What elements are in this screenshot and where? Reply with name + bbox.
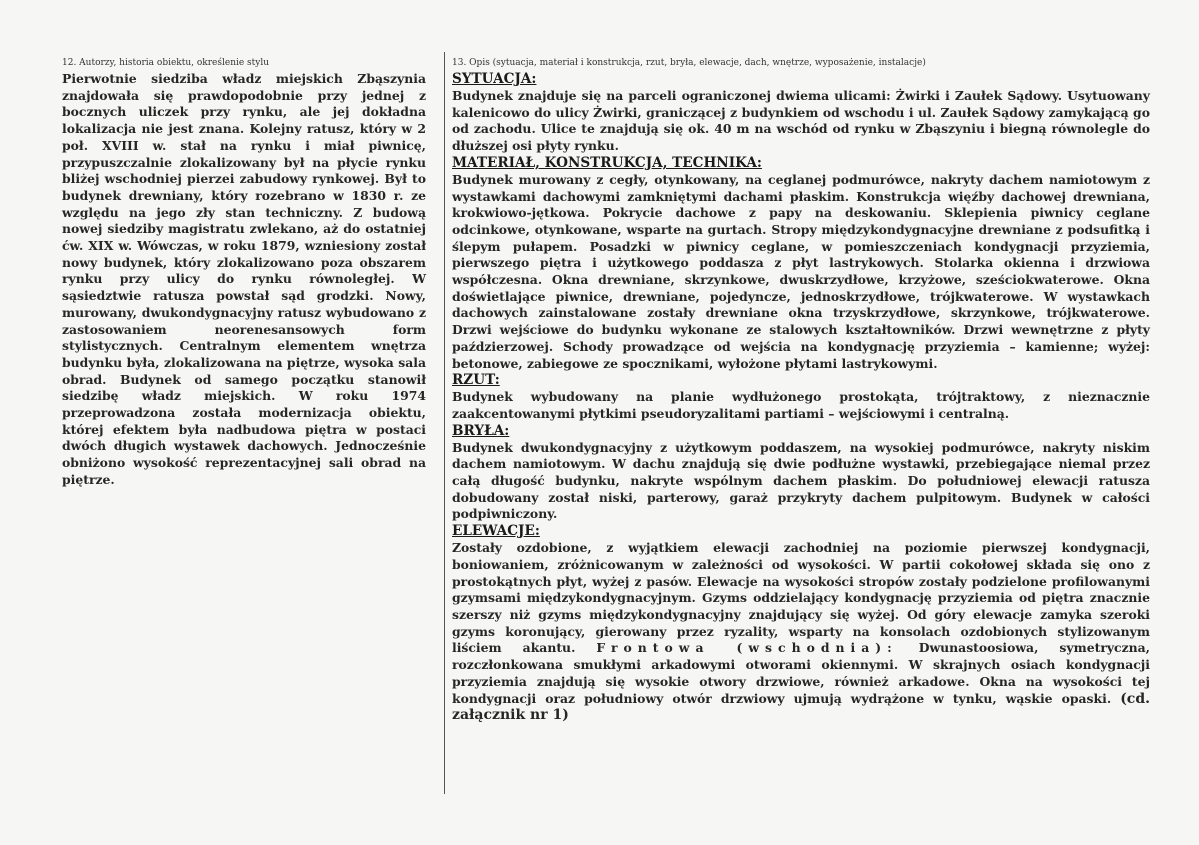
plan-text: Budynek wybudowany na planie wydłużonego prostokąta, trójtraktowy, z nieznacznie zaakcentowanymi płytkimi pseudoryzalitami partiami – wejściowymi i centralną. bbox=[452, 389, 1150, 421]
elevations-heading: ELEWACJE: bbox=[452, 523, 540, 540]
material-heading: MATERIAŁ, KONSTRUKCJA, TECHNIKA: bbox=[452, 154, 762, 171]
elevations-text-a: Zostały ozdobione, z wyjątkiem elewacji zachodniej na poziomie pierwszej kondygnacji, boniowaniem, zróżnicowanym w zależności od wysokości. W partii cokołowej składa się ono z prostokątnych płyt, wyżej z pasów. Elewacje na wysokości stropów zostały podzielone profilowanymi gzymsami międzykondygnacyjnym. Gzyms oddzielający kondygnację przyziemia od piętra znacznie szerszy niż gzyms międzykondygnacyjny znajdujący się wyżej. Od góry elewacje zamyka szeroki gzyms koronujący, gierowany przez ryzality, wsparty na konsolach ozdobionych stylizowanym liściem akantu. bbox=[452, 540, 1150, 656]
history-column bbox=[62, 58, 426, 489]
history-caption: 12. Autorzy, historia obiektu, określenie stylu bbox=[62, 58, 270, 68]
description-column bbox=[452, 58, 1150, 724]
description-caption: 13. Opis (sytuacja, materiał i konstrukcja, rzut, bryła, elewacje, dach, wnętrze, wyposażenie, instalacje) bbox=[452, 58, 926, 68]
elevations-text-b: Dwunastoosiowa, symetryczna, rozczłonkowana smukłymi arkadowymi otworami okiennymi. W skrajnych osiach kondygnacji przyziemia znajdują się wysokie otwory drzwiowe, również arkadowe. Okna na wysokości tej kondygnacji oraz południowy otwór drzwiowy ujmują wydrążone w tynku, wąskie opaski. bbox=[452, 640, 1150, 706]
situation-text: Budynek znajduje się na parceli ograniczonej dwiema ulicami: Żwirki i Zaułek Sądowy. Usytuowany kalenicowo do ulicy Żwirki, graniczącej z budynkiem od wschodu i ul. Zaułek Sądowy zamykającą go od zachodu. Ulice te znajdują się ok. 40 m na wschód od rynku w Zbąszyniu i biegną równolegle do dłuższej osi płyty rynku. bbox=[452, 88, 1150, 154]
continuation-note: (cd. załącznik nr 1) bbox=[452, 690, 1150, 724]
massing-heading: BRYŁA: bbox=[452, 422, 510, 439]
plan-heading: RZUT: bbox=[452, 372, 500, 389]
massing-text: Budynek dwukondygnacyjny z użytkowym poddaszem, na wysokiej podmurówce, nakryty niskim dachem namiotowym. W dachu znajdują się dwie podłużne wystawki, przebiegające niemal przez całą długość budynku, nakryte wspólnym dachem płaskim. Do południowej elewacji ratusza dobudowany został niski, parterowy, garaż przykryty dachem pulpitowym. Budynek w całości podpiwniczony. bbox=[452, 439, 1150, 522]
situation-heading: SYTUACJA: bbox=[452, 71, 537, 87]
front-elevation-label: Frontowa (wschodnia): bbox=[596, 640, 898, 656]
history-text: Pierwotnie siedziba władz miejskich Zbąszynia znajdowała się prawdopodobnie przy jednej z bocznych uliczek przy rynku, ale jej dokładna lokalizacja nie jest znana. Kolejny ratusz, który w 2 poł. XVIII w. stał na rynku i miał piwnicę, przypuszczalnie zlokalizowany był na płycie rynku bliżej wschodniej pierzei zabudowy rynkowej. Był to budynek drewniany, który rozebrano w 1830 r. ze względu na jego zły stan techniczny. Z budową nowej siedziby magistratu zwlekano, aż do ostatniej ćw. XIX w. Wówczas, w roku 1879, wzniesiony został nowy budynek, który zlokalizowano poza obszarem rynku przy ulicy do rynku równoległej. W sąsiedztwie ratusza powstał sąd grodzki. Nowy, murowany, dwukondygnacyjny ratusz wybudowano z zastosowaniem neorenesansowych form stylistycznych. Centralnym elementem wnętrza budynku była, zlokalizowana na piętrze, wysoka sala obrad. Budynek od samego początku stanowił siedzibę władz miejskich. W roku 1974 przeprowadzona została modernizacja obiektu, której efektem była nadbudowa piętra w postaci dwóch długich wystawek dachowych. Jednocześnie obniżono wysokość reprezentacyjnej sali obrad na piętrze. bbox=[62, 71, 426, 487]
material-text: Budynek murowany z cegły, otynkowany, na ceglanej podmurówce, nakryty dachem namiotowym z wystawkami dachowymi zamkniętymi dachami płaskim. Konstrukcja więźby dachowej drewniana, krokwiowo-jętkowa. Pokrycie dachowe z papy na deskowaniu. Sklepienia piwnicy ceglane odcinkowe, otynkowane, wsparte na gurtach. Stropy międzykondygnacyjne drewniane z podsufitką i ślepym pułapem. Posadzki w piwnicy ceglane, w pomieszczeniach kondygnacji przyziemia, pierwszego piętra i użytkowego poddasza z płyt lastrykowych. Stolarka okienna i drzwiowa współczesna. Okna drewniane, skrzynkowe, dwuskrzydłowe, krzyżowe, sześciokwaterowe. Okna doświetlające piwnice, drewniane, pojedyncze, jednoskrzydłowe, trójkwaterowe. W wystawkach dachowych zainstalowane zostały drewniane okna trzyskrzydłowe, skrzynkowe, trójkwaterowe. Drzwi wejściowe do budynku wykonane ze stalowych kształtowników. Drzwi wewnętrzne z płyty paździerzowej. Schody prowadzące od wejścia na kondygnację przyziemia – kamienne; wyżej: betonowe, zabiegowe ze spocznikami, wyłożone płytami lastrykowymi. bbox=[452, 171, 1150, 371]
elevations-text bbox=[452, 540, 1150, 724]
column-divider bbox=[444, 52, 445, 794]
